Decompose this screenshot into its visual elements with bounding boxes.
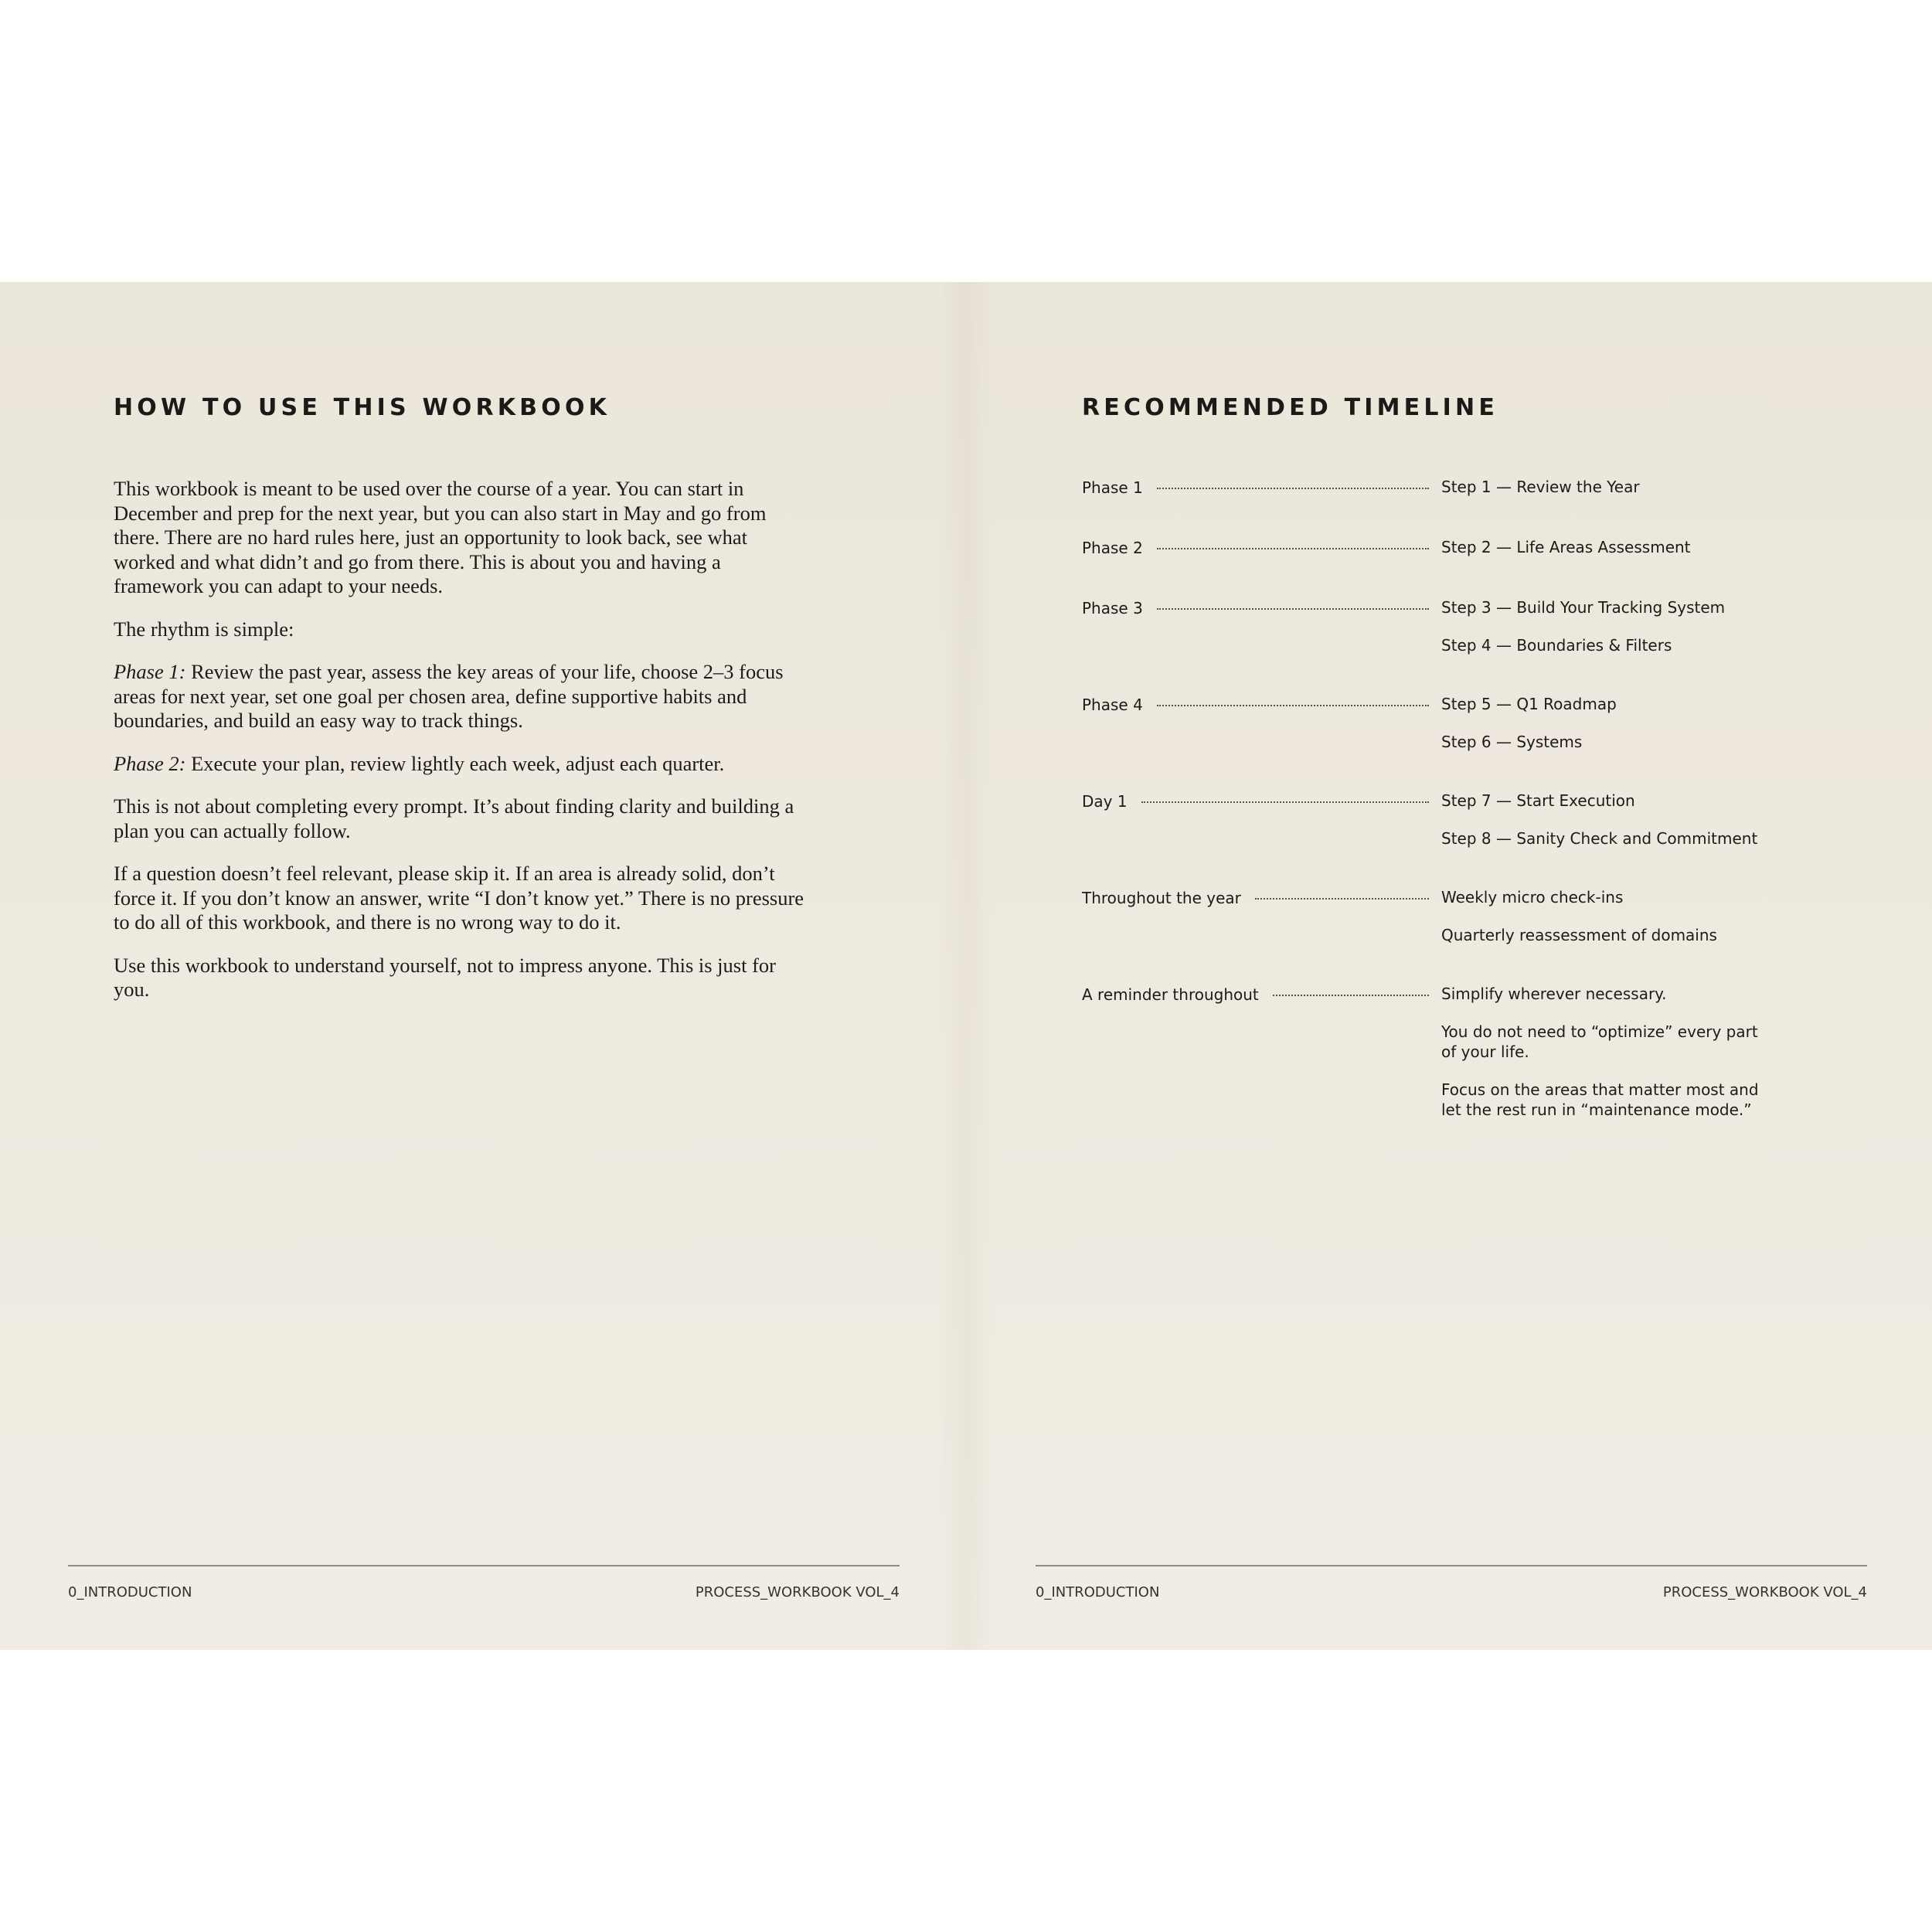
timeline-step: Step 2 — Life Areas Assessment <box>1441 538 1691 556</box>
right-page <box>966 282 1932 1650</box>
timeline-step: Step 3 — Build Your Tracking System <box>1441 598 1726 617</box>
dotted-leader <box>1157 488 1429 489</box>
book-gutter <box>939 282 993 1650</box>
timeline-row <box>1082 694 1855 752</box>
phase-1-text: Review the past year, assess the key areas of your life, choose 2–3 focus areas for next year, set one goal per chosen area, define supportive habits and boundaries, and build an easy way to track things. <box>114 660 784 732</box>
phase-1-label: Phase 1: <box>114 660 186 683</box>
timeline-row <box>1082 537 1855 559</box>
timeline-steps <box>1441 477 1766 497</box>
instructions-body <box>114 477 809 1021</box>
footer-volume-label: PROCESS_WORKBOOK VOL_4 <box>695 1584 900 1600</box>
workbook-spread <box>0 282 1932 1650</box>
timeline-phase-label: Phase 4 <box>1082 696 1143 714</box>
timeline-step: Step 1 — Review the Year <box>1441 478 1640 496</box>
footer-section-label: 0_INTRODUCTION <box>68 1584 192 1600</box>
timeline-phase-label: A reminder throughout <box>1082 985 1259 1004</box>
timeline-step: Step 5 — Q1 Roadmap <box>1441 695 1617 713</box>
dotted-leader <box>1157 608 1429 610</box>
timeline-steps <box>1441 694 1766 752</box>
timeline-step: Focus on the areas that matter most and let the rest run in “maintenance mode.” <box>1441 1080 1759 1119</box>
clarity-paragraph: This is not about completing every prompt. It’s about finding clarity and building a plan you can actually follow. <box>114 794 794 842</box>
dotted-leader <box>1255 898 1429 900</box>
timeline-steps <box>1441 984 1766 1120</box>
dotted-leader <box>1273 995 1429 996</box>
dotted-leader <box>1157 705 1429 706</box>
timeline-phase <box>1082 537 1441 559</box>
right-page-heading: RECOMMENDED TIMELINE <box>1082 394 1499 421</box>
timeline-phase <box>1082 477 1441 498</box>
timeline-row <box>1082 791 1855 849</box>
timeline-step: Step 6 — Systems <box>1441 733 1583 751</box>
timeline-phase <box>1082 984 1441 1005</box>
timeline-steps <box>1441 537 1766 557</box>
left-page <box>0 282 966 1650</box>
footer-divider <box>1036 1565 1867 1566</box>
timeline-step: Simplify wherever necessary. <box>1441 985 1667 1003</box>
timeline-row <box>1082 984 1855 1120</box>
timeline-phase-label: Phase 1 <box>1082 478 1143 497</box>
phase-2-text: Execute your plan, review lightly each week, adjust each quarter. <box>185 751 725 775</box>
timeline-phase <box>1082 597 1441 619</box>
timeline-row <box>1082 477 1855 498</box>
dotted-leader <box>1157 548 1429 549</box>
timeline-row <box>1082 887 1855 945</box>
timeline-phase-label: Phase 3 <box>1082 599 1143 617</box>
timeline-phase <box>1082 694 1441 716</box>
timeline-phase <box>1082 887 1441 909</box>
timeline-step: Weekly micro check-ins <box>1441 888 1624 906</box>
phase-1-paragraph <box>114 660 809 733</box>
rhythm-paragraph: The rhythm is simple: <box>114 617 294 641</box>
timeline-row <box>1082 597 1855 655</box>
timeline-step: Step 4 — Boundaries & Filters <box>1441 636 1672 655</box>
timeline-phase-label: Throughout the year <box>1082 889 1241 907</box>
footer-section-label: 0_INTRODUCTION <box>1036 1584 1160 1600</box>
footer-volume-label: PROCESS_WORKBOOK VOL_4 <box>1662 1584 1867 1600</box>
timeline-phase-label: Phase 2 <box>1082 539 1143 557</box>
timeline-list <box>1082 477 1855 1120</box>
dotted-leader <box>1141 801 1429 803</box>
timeline-step: Step 7 — Start Execution <box>1441 791 1635 810</box>
timeline-step: Step 8 — Sanity Check and Commitment <box>1441 829 1758 848</box>
left-page-heading: HOW TO USE THIS WORKBOOK <box>114 394 611 421</box>
footer-divider <box>68 1565 900 1566</box>
intro-paragraph: This workbook is meant to be used over the course of a year. You can start in December and prep for the next year, but you can also start in May and go from there. There are no hard rules here, just an opportunity to look back, see what worked and what didn’t and go from there. This is about you and having a framework you can adapt to your needs. <box>114 477 767 597</box>
phase-2-paragraph <box>114 752 809 777</box>
timeline-steps <box>1441 791 1766 849</box>
timeline-phase-label: Day 1 <box>1082 792 1128 811</box>
phase-2-label: Phase 2: <box>114 751 186 775</box>
skip-paragraph: If a question doesn’t feel relevant, please skip it. If an area is already solid, don’t force it. If you don’t know an answer, write “I don’t know yet.” There is no pressure to do all of this workbook, and there is no wrong way to do it. <box>114 862 804 934</box>
timeline-step: Quarterly reassessment of domains <box>1441 926 1717 944</box>
timeline-steps <box>1441 597 1766 655</box>
closing-paragraph: Use this workbook to understand yourself, not to impress anyone. This is just for you. <box>114 953 776 1001</box>
timeline-steps <box>1441 887 1766 945</box>
timeline-step: You do not need to “optimize” every part of your life. <box>1441 1022 1758 1061</box>
timeline-phase <box>1082 791 1441 812</box>
